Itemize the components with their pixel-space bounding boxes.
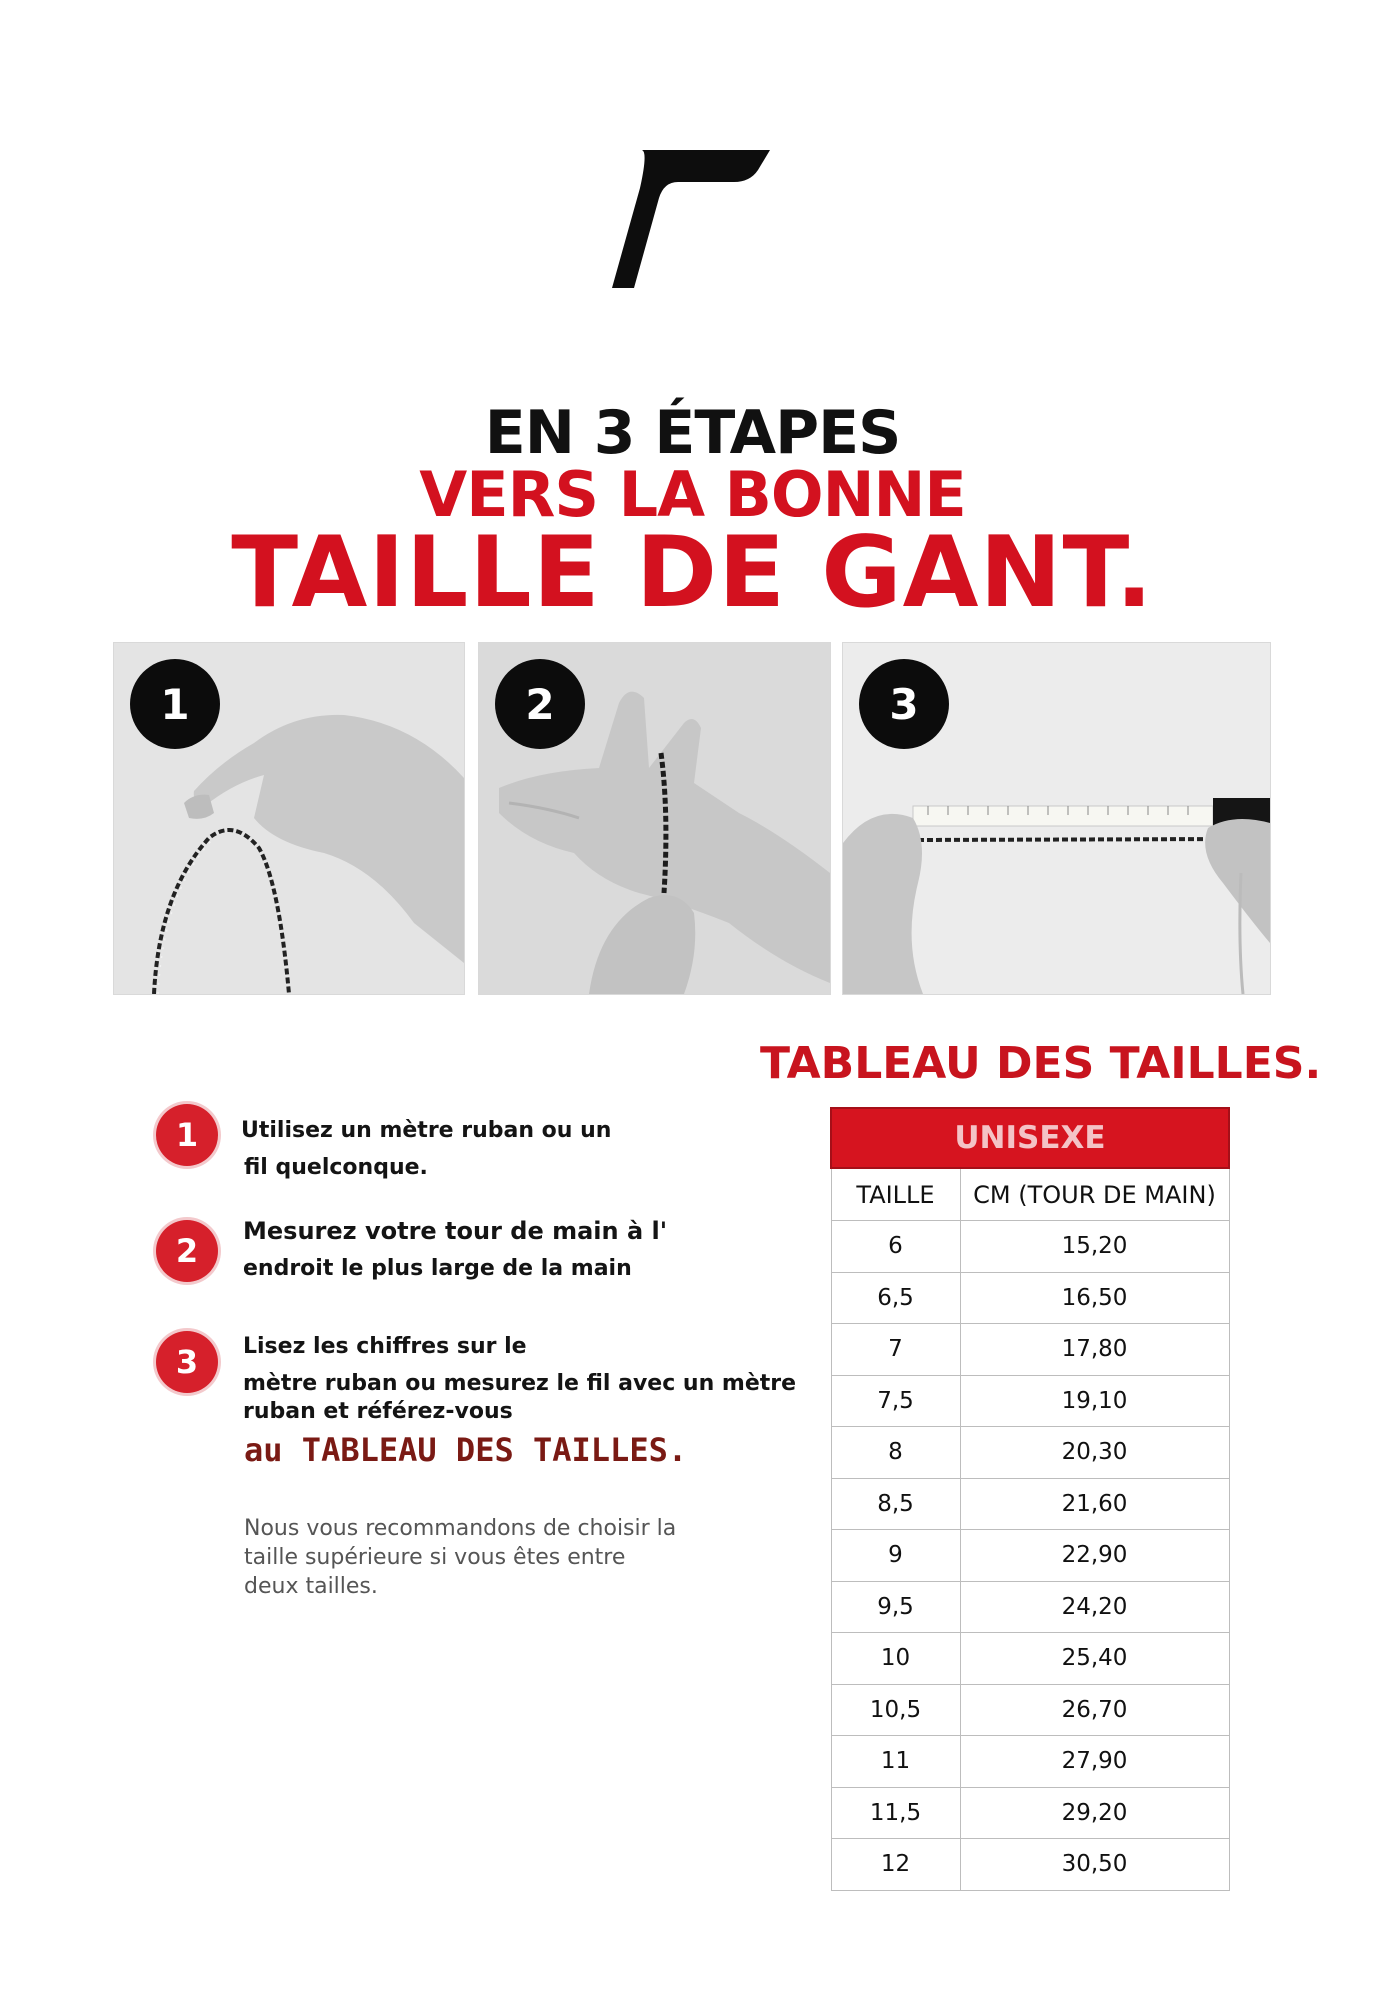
size-cell: 11: [831, 1736, 960, 1788]
step-photo-1: [113, 642, 465, 995]
cm-cell: 22,90: [960, 1530, 1229, 1582]
size-table-title: TABLEAU DES TAILLES.: [760, 1038, 1322, 1089]
cm-cell: 15,20: [960, 1221, 1229, 1273]
note-line-3: deux tailles.: [244, 1574, 378, 1599]
instruction-2-line-1: Mesurez votre tour de main à l': [243, 1217, 668, 1245]
note-line-2: taille supérieure si vous êtes entre: [244, 1545, 626, 1570]
step-photo-2: [478, 642, 831, 995]
size-cell: 10,5: [831, 1684, 960, 1736]
size-cell: 6: [831, 1221, 960, 1273]
table-band-unisex: UNISEXE: [831, 1108, 1229, 1168]
table-row: [831, 1324, 1229, 1376]
instruction-3-line-2: mètre ruban ou mesurez le fil avec un mètre: [243, 1371, 797, 1396]
headline-line-3: TAILLE DE GANT.: [231, 516, 1154, 630]
size-cell: 11,5: [831, 1787, 960, 1839]
instruction-badge-3: 3: [156, 1331, 218, 1393]
size-cell: 8,5: [831, 1478, 960, 1530]
size-cell: 9,5: [831, 1581, 960, 1633]
table-row: [831, 1684, 1229, 1736]
cm-cell: 20,30: [960, 1427, 1229, 1479]
size-table: [830, 1107, 1230, 1891]
column-header-cm: CM (TOUR DE MAIN): [960, 1168, 1229, 1221]
cm-cell: 30,50: [960, 1839, 1229, 1891]
cm-cell: 21,60: [960, 1478, 1229, 1530]
step-number-badge: 1: [130, 659, 220, 749]
table-row: [831, 1839, 1229, 1891]
column-header-size: TAILLE: [831, 1168, 960, 1221]
instruction-3-line-1: Lisez les chiffres sur le: [243, 1334, 527, 1359]
table-row: [831, 1478, 1229, 1530]
size-table-body: [831, 1221, 1229, 1891]
table-row: [831, 1427, 1229, 1479]
cm-cell: 17,80: [960, 1324, 1229, 1376]
table-row: [831, 1633, 1229, 1685]
size-cell: 7,5: [831, 1375, 960, 1427]
step-photo-3: [842, 642, 1271, 995]
table-row: [831, 1375, 1229, 1427]
size-cell: 8: [831, 1427, 960, 1479]
cm-cell: 16,50: [960, 1272, 1229, 1324]
table-row: [831, 1736, 1229, 1788]
note-line-1: Nous vous recommandons de choisir la: [244, 1516, 677, 1541]
cm-cell: 26,70: [960, 1684, 1229, 1736]
size-cell: 10: [831, 1633, 960, 1685]
headline-line-1: EN 3 ÉTAPES: [484, 398, 901, 468]
cm-cell: 19,10: [960, 1375, 1229, 1427]
instruction-badge-2: 2: [156, 1220, 218, 1282]
table-row: [831, 1272, 1229, 1324]
cm-cell: 27,90: [960, 1736, 1229, 1788]
table-row: [831, 1787, 1229, 1839]
cm-cell: 25,40: [960, 1633, 1229, 1685]
instruction-3-line-3: ruban et référez-vous: [243, 1399, 513, 1424]
size-cell: 6,5: [831, 1272, 960, 1324]
instruction-1-line-2: fil quelconque.: [244, 1155, 428, 1180]
size-cell: 12: [831, 1839, 960, 1891]
size-table-reference: au TABLEAU DES TAILLES.: [244, 1431, 688, 1469]
table-row: [831, 1530, 1229, 1582]
cm-cell: 29,20: [960, 1787, 1229, 1839]
instruction-2-line-2: endroit le plus large de la main: [243, 1256, 632, 1281]
size-cell: 7: [831, 1324, 960, 1376]
instruction-1-line-1: Utilisez un mètre ruban ou un: [241, 1118, 612, 1143]
instruction-badge-1: 1: [156, 1104, 218, 1166]
recommendation-note: [244, 1514, 676, 1601]
headline-line-2: VERS LA BONNE: [419, 458, 966, 531]
table-row: [831, 1581, 1229, 1633]
step-number-badge: 3: [859, 659, 949, 749]
size-cell: 9: [831, 1530, 960, 1582]
brand-logo: [612, 150, 770, 288]
cm-cell: 24,20: [960, 1581, 1229, 1633]
step-number-badge: 2: [495, 659, 585, 749]
table-row: [831, 1221, 1229, 1273]
